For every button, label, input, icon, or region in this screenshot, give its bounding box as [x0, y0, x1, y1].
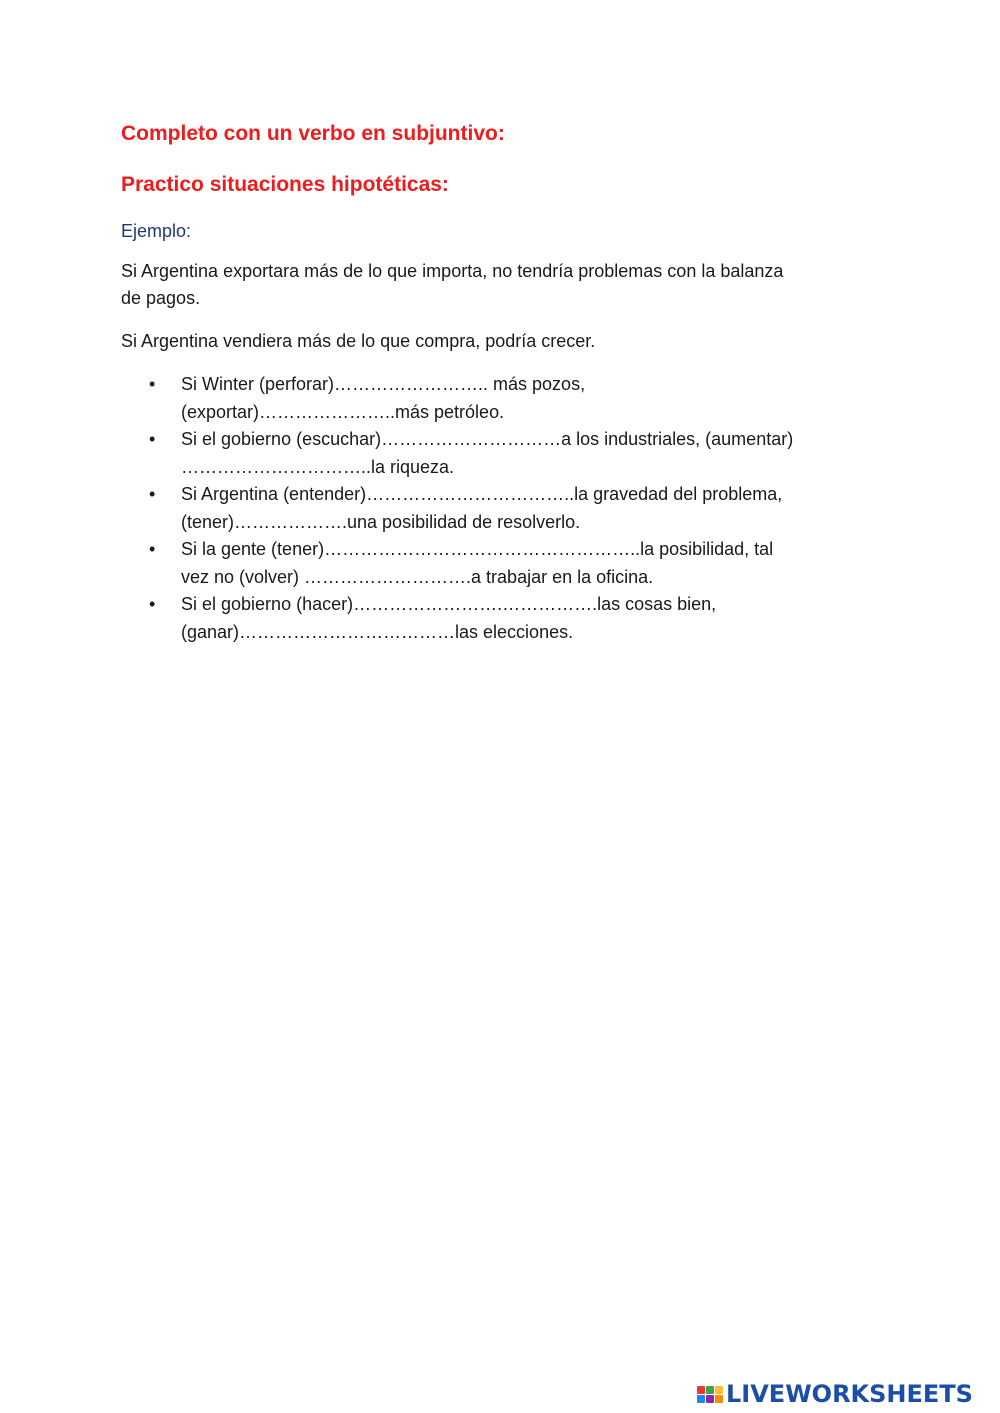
exercise-list [121, 371, 881, 646]
exercise-2-line-1: Si el gobierno (escuchar)…………………………a los industriales, (aumentar) [181, 429, 794, 449]
example-sentence-2: Si Argentina vendiera más de lo que compra, podría crecer. [121, 331, 596, 351]
exercise-3-line-1: Si Argentina (entender)……………………………..la gravedad del problema, [181, 484, 783, 504]
bullet-icon: • [149, 429, 156, 449]
bullet-icon: • [149, 539, 156, 559]
exercise-1-line-1: Si Winter (perforar)…………………….. más pozos, [181, 374, 586, 394]
liveworksheets-brand-text: LIVEWORKSHEETS [726, 1380, 973, 1408]
exercise-5-line-2: (ganar)………………………………las elecciones. [181, 621, 574, 642]
exercise-item-3 [121, 481, 881, 536]
example-label: Ejemplo: [121, 221, 192, 241]
logo-tile-4 [697, 1395, 705, 1403]
bullet-icon: • [149, 484, 156, 504]
exercise-3-line-2: (tener)……………….una posibilidad de resolverlo. [181, 511, 581, 532]
exercise-5-line-1: Si el gobierno (hacer)…………………….…………….las cosas bien, [181, 594, 717, 614]
exercise-2-line-2: …………………………..la riqueza. [181, 456, 455, 477]
example-sentence-1-line-1: Si Argentina exportara más de lo que importa, no tendría problemas con la balanza [121, 261, 784, 281]
example-sentence-1 [121, 258, 881, 312]
logo-tile-6 [715, 1395, 723, 1403]
bullet-icon: • [149, 594, 156, 614]
logo-tile-1 [697, 1386, 705, 1394]
exercise-4-line-2: vez no (volver) ……………………….a trabajar en la oficina. [181, 566, 654, 587]
logo-tile-5 [706, 1395, 714, 1403]
example-sentence-1-line-2: de pagos. [121, 288, 201, 308]
worksheet-title: Completo con un verbo en subjuntivo: [121, 122, 505, 145]
exercise-item-5 [121, 591, 881, 646]
exercise-1-line-2: (exportar)…………………..más petróleo. [181, 401, 505, 422]
worksheet-subtitle: Practico situaciones hipotéticas: [121, 173, 449, 196]
logo-tile-3 [715, 1386, 723, 1394]
worksheet-page [121, 118, 881, 646]
exercise-item-2 [121, 426, 881, 481]
exercise-item-1 [121, 371, 881, 426]
logo-tile-2 [706, 1386, 714, 1394]
liveworksheets-logo[interactable] [697, 1380, 973, 1408]
liveworksheets-logo-icon [697, 1386, 723, 1403]
exercise-item-4 [121, 536, 881, 591]
bullet-icon: • [149, 374, 156, 394]
exercise-4-line-1: Si la gente (tener)……………………………………………..la posibilidad, tal [181, 539, 774, 559]
